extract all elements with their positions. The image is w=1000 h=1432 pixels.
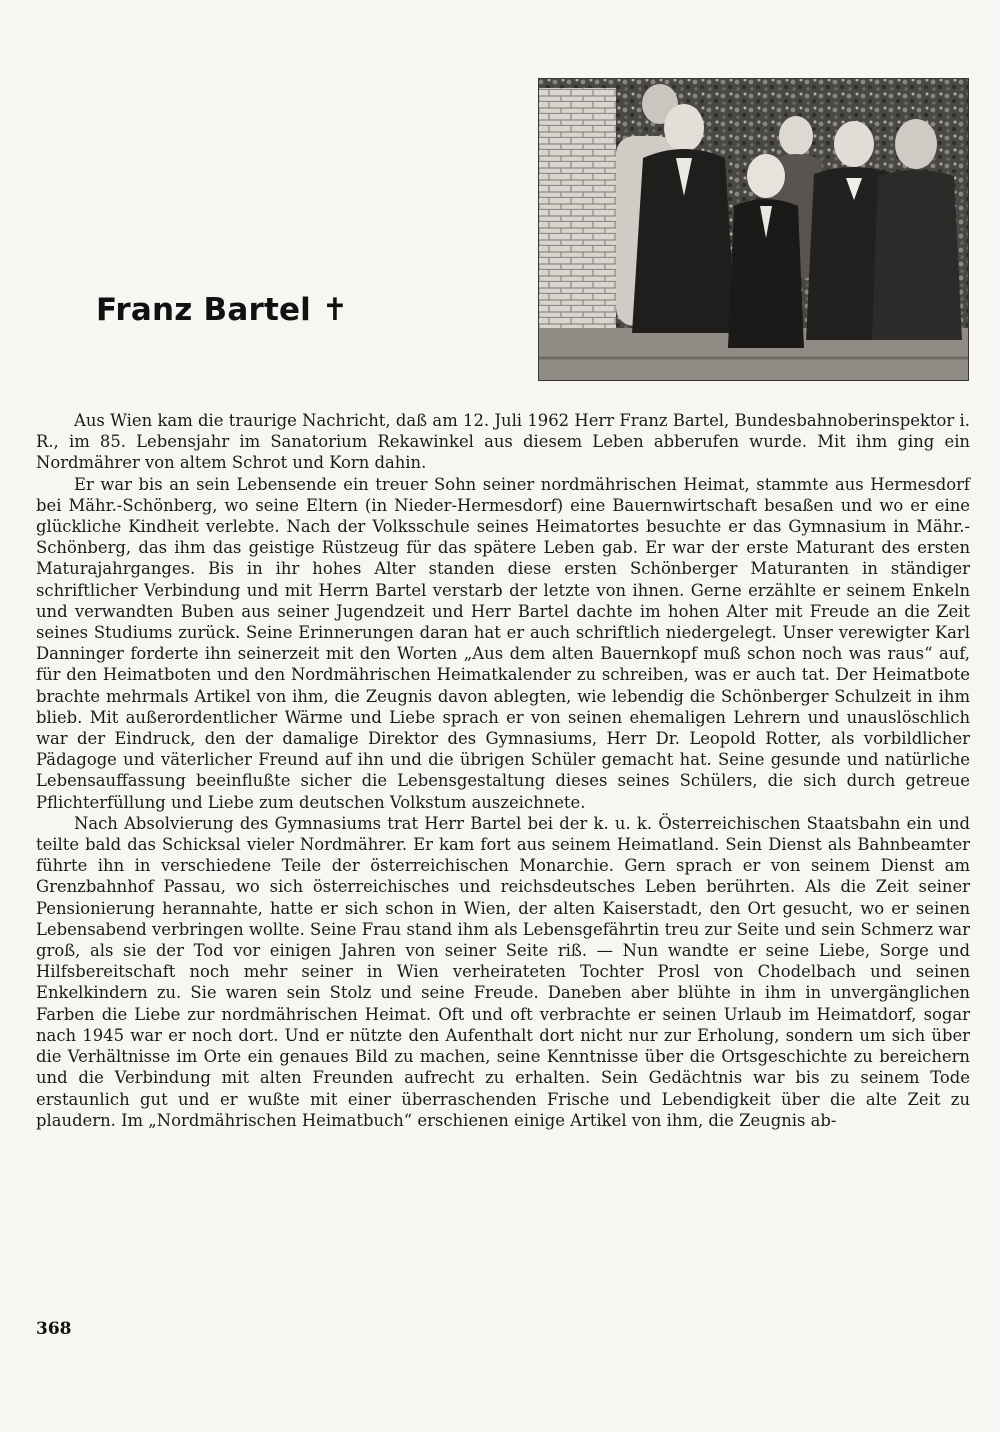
- family-photograph: [538, 78, 969, 381]
- article-body: [36, 410, 970, 1131]
- page-number: 368: [36, 1319, 72, 1339]
- article-title: Franz Bartel ✝: [96, 292, 349, 328]
- paragraph-3: Nach Absolvierung des Gymnasiums trat Herr Bartel bei der k. u. k. Österreichischen Staatsbahn ein und teilte bald das Schicksal vieler Nordmährer. Er kam fort aus seinem Heimatland. Sein Dienst als Bahnbeamter führte ihn in verschiedene Teile der österreichischen Monarchie. Gern sprach er von seinem Dienst am Grenzbahnhof Passau, wo sich österreichisches und reichsdeutsches Leben berührten. Als die Zeit seiner Pensionierung herannahte, hatte er sich schon in Wien, der alten Kaiserstadt, den Ort gesucht, wo er seinen Lebensabend verbringen wollte. Seine Frau stand ihm als Lebensgefährtin treu zur Seite und sein Schmerz war groß, als sie der Tod vor einigen Jahren von seiner Seite riß. — Nun wandte er seine Liebe, Sorge und Hilfsbereitschaft noch mehr seiner in Wien verheirateten Tochter Prosl von Chodelbach und seinen Enkelkindern zu. Sie waren sein Stolz und seine Freude. Daneben aber blühte in ihm in unvergänglichen Farben die Liebe zur nordmährischen Heimat. Oft und oft verbrachte er seinen Urlaub im Heimatdorf, sogar nach 1945 war er noch dort. Und er nützte den Aufenthalt dort nicht nur zur Erholung, sondern um sich über die Verhältnisse im Orte ein genaues Bild zu machen, seine Kenntnisse über die Ortsgeschichte zu bereichern und die Verbindung mit alten Freunden aufrecht zu erhalten. Sein Gedächtnis war bis zu seinem Tode erstaunlich gut und er wußte mit einer überraschenden Frische und Lebendigkeit über die alte Zeit zu plaudern. Im „Nordmährischen Heimatbuch“ erschienen einige Artikel von ihm, die Zeugnis ab-: [36, 813, 970, 1130]
- paragraph-2: Er war bis an sein Lebensende ein treuer Sohn seiner nordmährischen Heimat, stammte aus Hermesdorf bei Mähr.-Schönberg, wo seine Eltern (in Nieder-Hermesdorf) eine Bauernwirtschaft besaßen und wo er eine glückliche Kindheit verlebte. Nach der Volksschule seines Heimatortes besuchte er das Gymnasium in Mähr.-Schönberg, das ihm das geistige Rüstzeug für das spätere Leben gab. Er war der erste Maturant des ersten Maturajahrganges. Bis in ihr hohes Alter standen diese ersten Schönberger Maturanten in ständiger schriftlicher Verbindung und mit Herrn Bartel verstarb der letzte von ihnen. Gerne erzählte er seinem Enkeln und verwandten Buben aus seiner Jugendzeit und Herr Bartel dachte im hohen Alter mit Freude an die Zeit seines Studiums zurück. Seine Erinnerungen daran hat er auch schriftlich niedergelegt. Unser verewigter Karl Danninger forderte ihn seinerzeit mit den Worten „Aus dem alten Bauernkopf muß schon noch was raus“ auf, für den Heimatboten und den Nordmährischen Heimatkalender zu schreiben, was er auch tat. Der Heimatbote brachte mehrmals Artikel von ihm, die Zeugnis davon ablegten, wie lebendig die Schönberger Schulzeit in ihm blieb. Mit außerordentlicher Wärme und Liebe sprach er von seinen ehemaligen Lehrern und unauslöschlich war der Eindruck, den der damalige Direktor des Gymnasiums, Herr Dr. Leopold Rotter, als vorbildlicher Pädagoge und väterlicher Freund auf ihn und die übrigen Schüler gemacht hat. Seine gesunde und natürliche Lebensauffassung beeinflußte sicher die Lebensgestaltung dieses seines Schülers, die sich durch getreue Pflichterfüllung und Liebe zum deutschen Volkstum auszeichnete.: [36, 474, 970, 812]
- paragraph-1: Aus Wien kam die traurige Nachricht, daß am 12. Juli 1962 Herr Franz Bartel, Bundesbahnoberinspektor i. R., im 85. Lebensjahr im Sanatorium Rekawinkel aus diesem Leben abberufen wurde. Mit ihm ging ein Nordmährer von altem Schrot und Korn dahin.: [36, 411, 970, 473]
